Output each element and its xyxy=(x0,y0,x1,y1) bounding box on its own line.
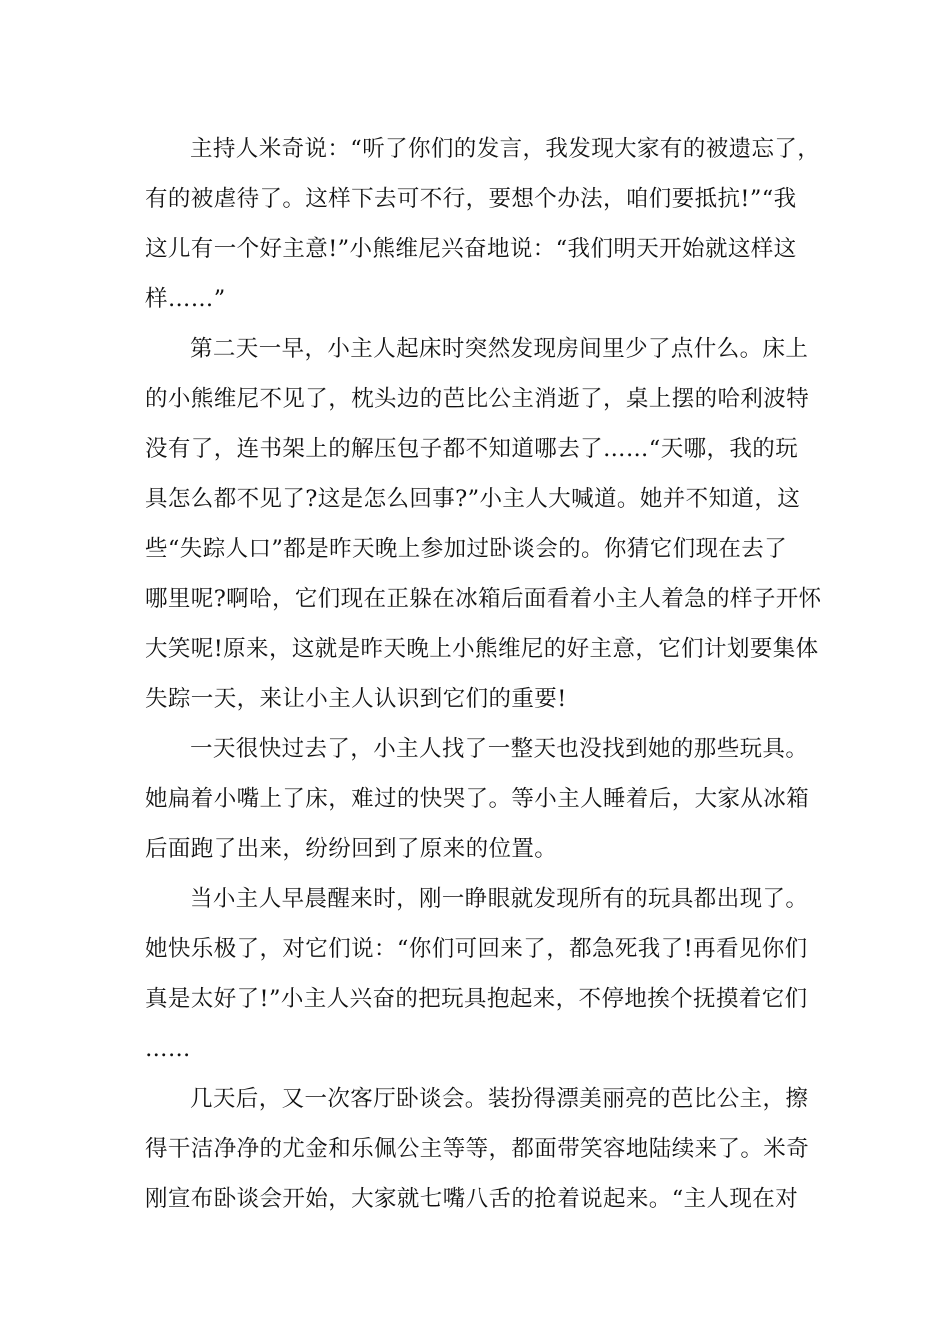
text-line: 后面跑了出来，纷纷回到了原来的位置。 xyxy=(145,836,558,862)
text-line: 哪里呢?啊哈，它们现在正躲在冰箱后面看着小主人着急的样子开怀 xyxy=(145,586,822,612)
text-line: 失踪一天，来让小主人认识到它们的重要! xyxy=(145,686,567,712)
text-line: 她快乐极了，对它们说：“你们可回来了，都急死我了!再看见你们 xyxy=(145,936,808,962)
text-line: 刚宣布卧谈会开始，大家就七嘴八舌的抢着说起来。“主人现在对 xyxy=(145,1186,799,1212)
text-line: 大笑呢!原来，这就是昨天晚上小熊维尼的好主意，它们计划要集体 xyxy=(145,636,819,662)
text-line: 几天后，又一次客厅卧谈会。装扮得漂美丽亮的芭比公主，擦 xyxy=(190,1086,809,1112)
text-line: 真是太好了!”小主人兴奋的把玩具抱起来，不停地挨个抚摸着它们 xyxy=(145,986,808,1012)
text-line: 样……” xyxy=(145,286,226,312)
text-line: 有的被虐待了。这样下去可不行，要想个办法，咱们要抵抗!”“我 xyxy=(145,186,797,212)
text-line: 一天很快过去了，小主人找了一整天也没找到她的那些玩具。 xyxy=(190,736,809,762)
text-line: 主持人米奇说：“听了你们的发言，我发现大家有的被遗忘了， xyxy=(190,136,821,162)
text-line: 具怎么都不见了?这是怎么回事?”小主人大喊道。她并不知道，这 xyxy=(145,486,801,512)
text-line: 第二天一早，小主人起床时突然发现房间里少了点什么。床上 xyxy=(190,336,809,362)
text-line: 没有了，连书架上的解压包子都不知道哪去了……“天哪，我的玩 xyxy=(145,436,799,462)
text-line: 当小主人早晨醒来时，刚一睁眼就发现所有的玩具都出现了。 xyxy=(190,886,809,912)
text-line: 得干洁净净的尤金和乐佩公主等等，都面带笑容地陆续来了。米奇 xyxy=(145,1136,810,1162)
paragraph-2 xyxy=(145,324,822,724)
paragraph-4 xyxy=(145,874,810,1074)
paragraph-5 xyxy=(145,1074,810,1224)
paragraph-3 xyxy=(145,724,810,874)
text-line: 这儿有一个好主意!”小熊维尼兴奋地说：“我们明天开始就这样这 xyxy=(145,236,797,262)
text-line: 些“失踪人口”都是昨天晚上参加过卧谈会的。你猜它们现在去了 xyxy=(145,536,788,562)
text-line: 她扁着小嘴上了床，难过的快哭了。等小主人睡着后，大家从冰箱 xyxy=(145,786,810,812)
paragraph-1 xyxy=(145,124,821,324)
text-line: …… xyxy=(145,1036,191,1062)
text-line: 的小熊维尼不见了，枕头边的芭比公主消逝了，桌上摆的哈利波特 xyxy=(145,386,810,412)
document-body xyxy=(145,124,822,1224)
